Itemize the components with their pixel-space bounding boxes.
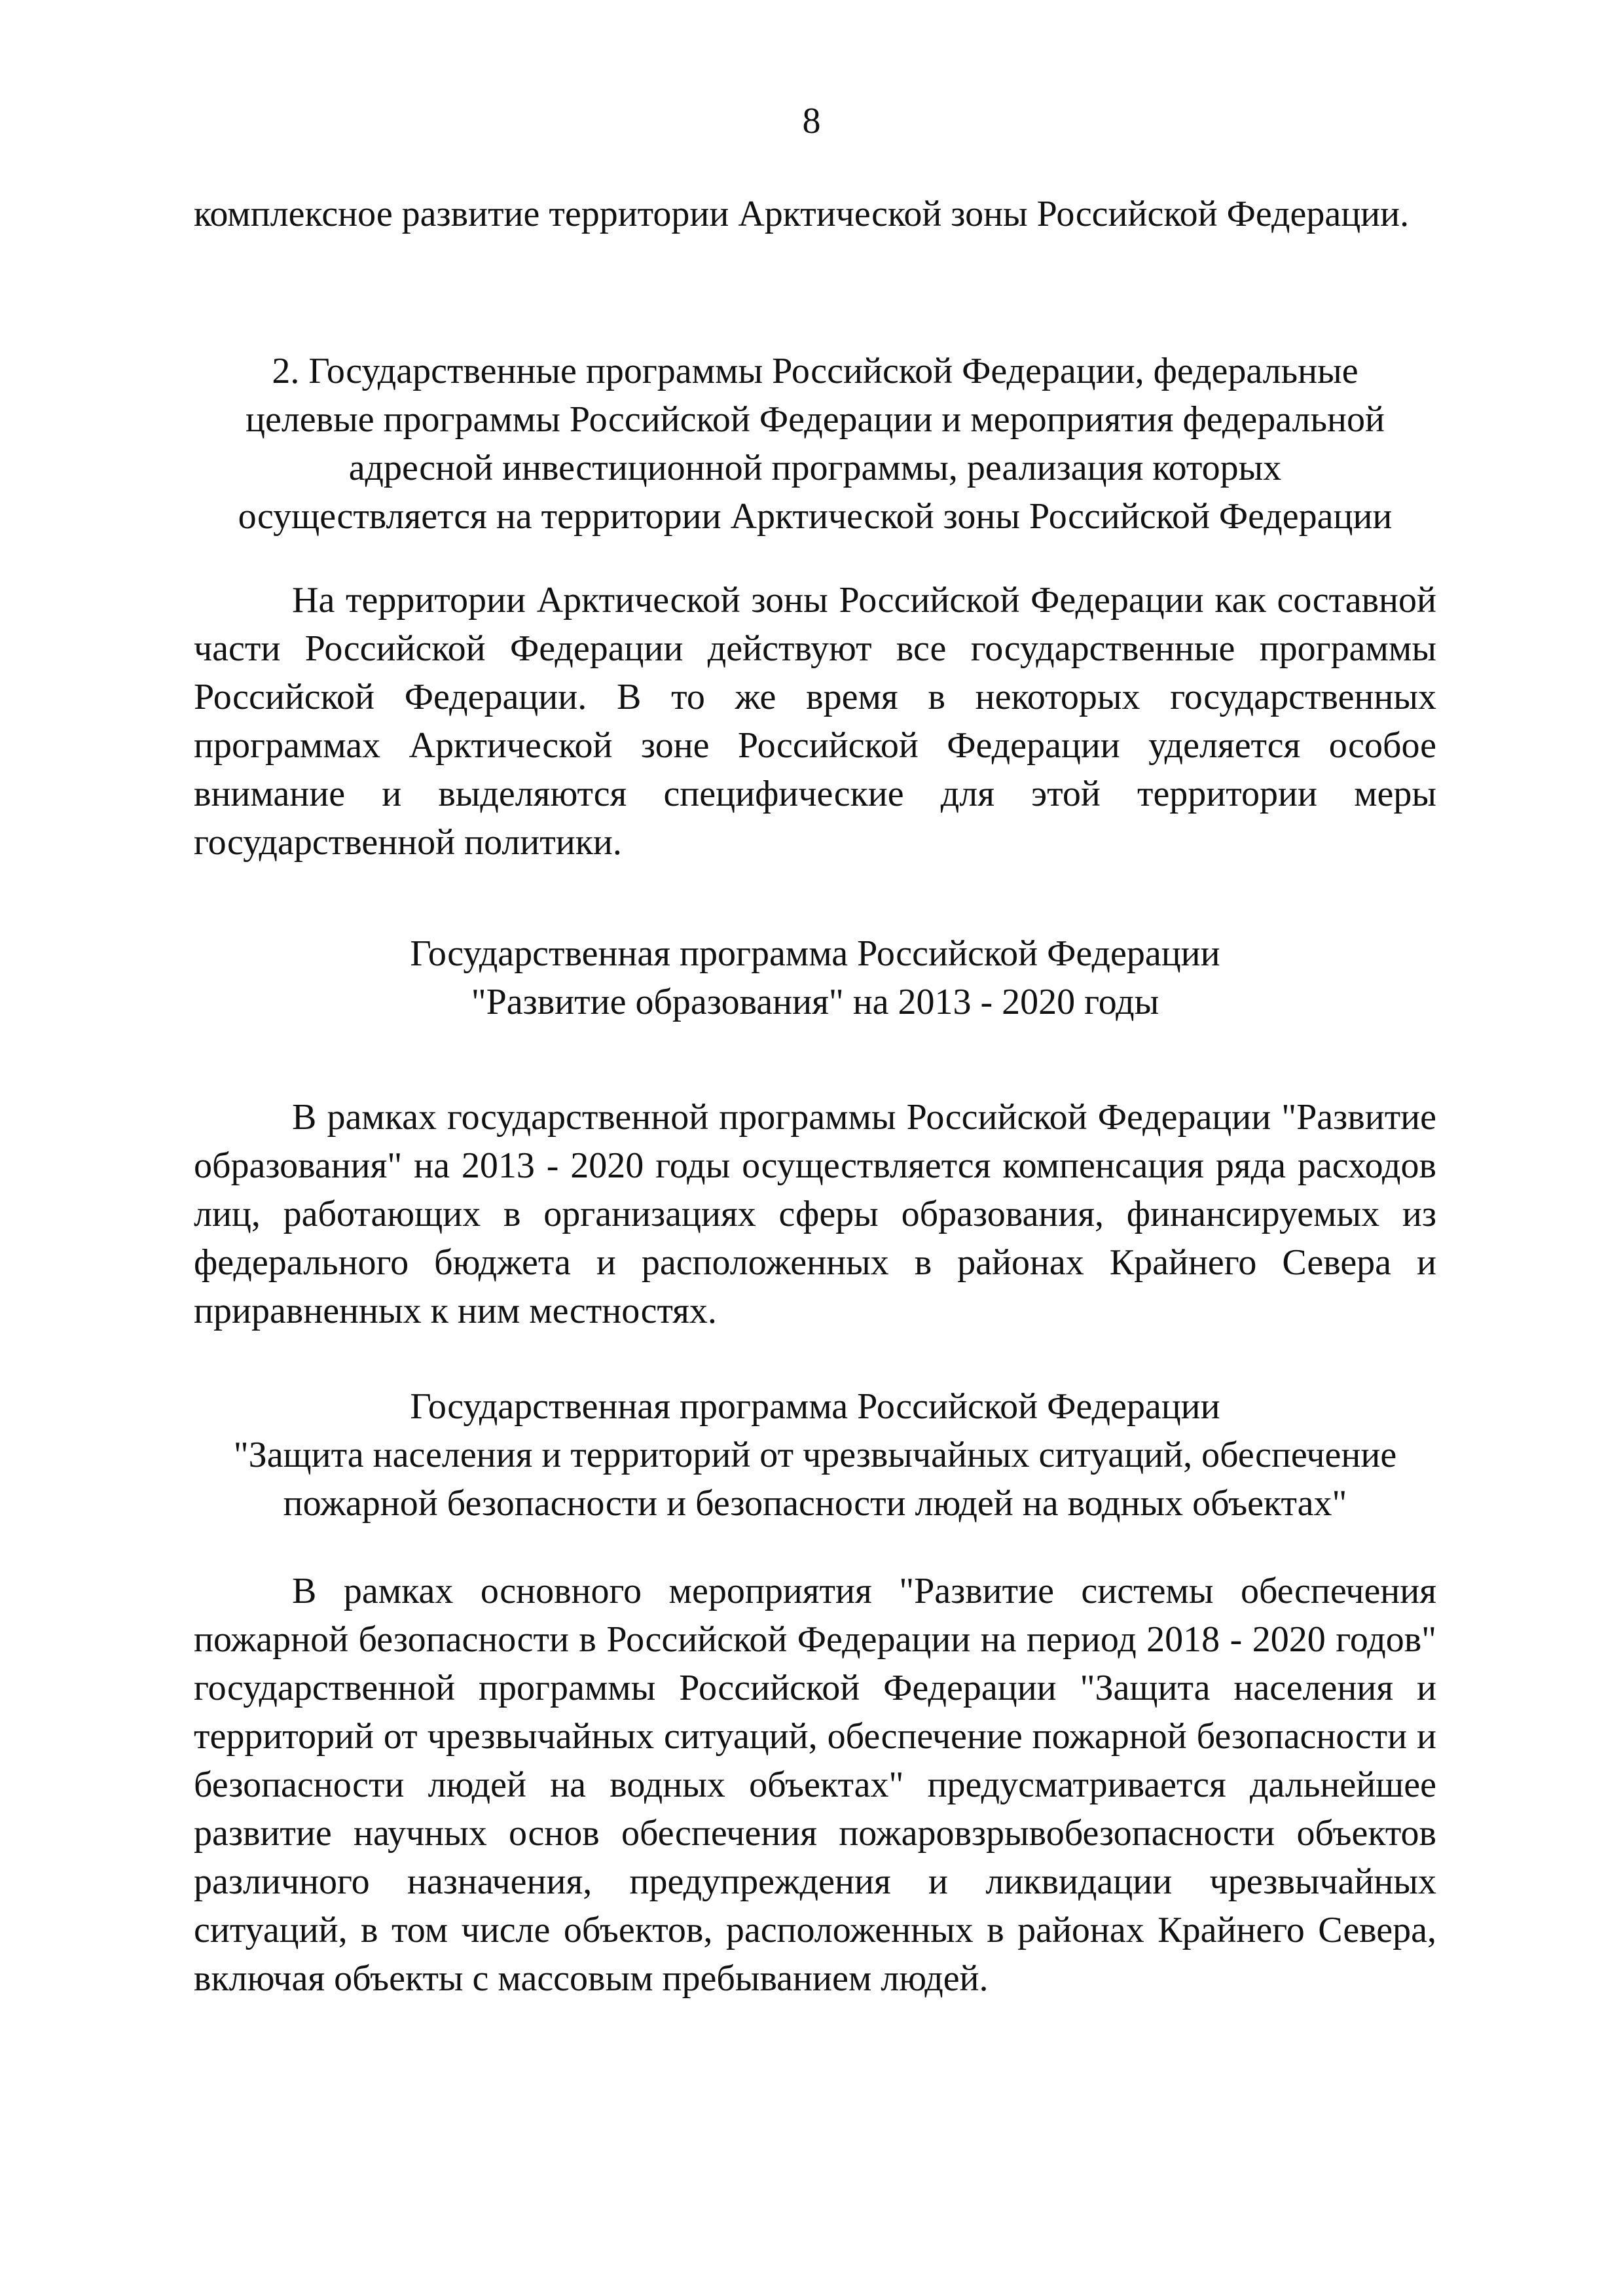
- paragraph-education: В рамках государственной программы Российской Федерации "Развитие образования" на 2013 - 2020 годы осуществляется компенсация ряда расходов лиц, работающих в организациях сферы образования, финансируемых из федерального бюджета и расположенных в районах Крайнего Севера и приравненных к ним местностях.: [194, 1097, 1436, 1331]
- heading-line: адресной инвестиционной программы, реализация которых: [348, 448, 1282, 488]
- heading-line: 2. Государственные программы Российской Федерации, федеральные: [272, 351, 1359, 391]
- heading-education-program: [194, 929, 1436, 1026]
- paragraph-fire-safety: В рамках основного мероприятия "Развитие системы обеспечения пожарной безопасности в Российской Федерации на период 2018 - 2020 годов" государственной программы Российской Федерации "Защита населения и территорий от чрезвычайных ситуаций, обеспечение пожарной безопасности и безопасности людей на водных объектах" предусматривается дальнейшее развитие научных основ обеспечения пожаровзрывобезопасности объектов различного назначения, предупреждения и ликвидации чрезвычайных ситуаций, в том числе объектов, расположенных в районах Крайнего Севера, включая объекты с массовым пребыванием людей.: [194, 1571, 1436, 1999]
- heading-line: "Развитие образования" на 2013 - 2020 годы: [471, 982, 1159, 1022]
- paragraph-arctic-programs: На территории Арктической зоны Российской Федерации как составной части Российской Федерации действуют все государственные программы Российской Федерации. В то же время в некоторых государственных программах Арктической зоне Российской Федерации уделяется особое внимание и выделяются специфические для этой территории меры государственной политики.: [194, 580, 1436, 863]
- heading-line: осуществляется на территории Арктической зоны Российской Федерации: [238, 496, 1393, 537]
- heading-line: Государственная программа Российской Федерации: [410, 933, 1220, 974]
- heading-line: Государственная программа Российской Федерации: [410, 1386, 1220, 1427]
- section-heading-2: [194, 347, 1436, 541]
- heading-line: целевые программы Российской Федерации и мероприятия федеральной: [246, 399, 1385, 440]
- page-number: 8: [802, 101, 821, 141]
- heading-line: "Защита населения и территорий от чрезвычайных ситуаций, обеспечение: [233, 1435, 1397, 1475]
- paragraph-continuation: комплексное развитие территории Арктической зоны Российской Федерации.: [194, 194, 1410, 234]
- heading-line: пожарной безопасности и безопасности людей на водных объектах": [283, 1483, 1347, 1524]
- heading-protection-program: [194, 1382, 1436, 1528]
